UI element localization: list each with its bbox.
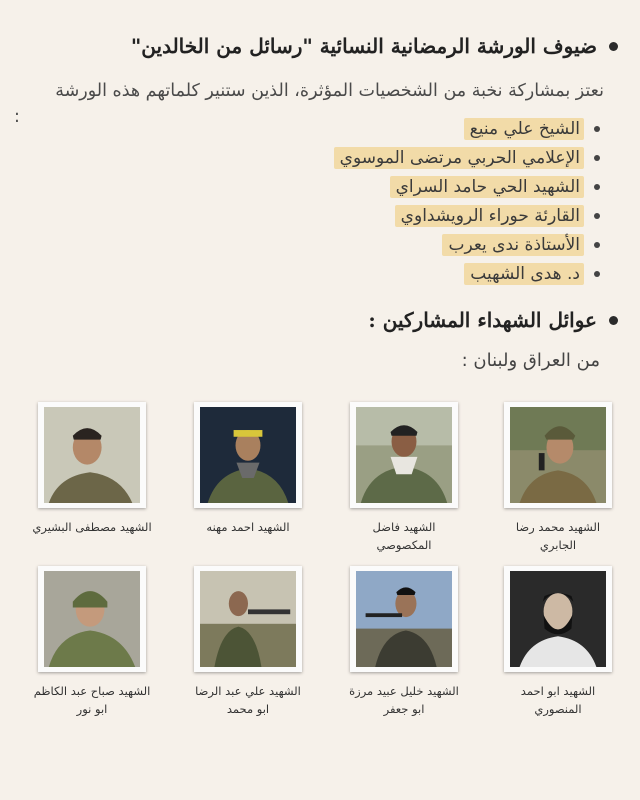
martyr-card [344,402,464,554]
workshop-title-text: ضيوف الورشة الرمضانية النسائية "رسائل من الخالدين" [130,34,597,58]
martyr-photo [504,566,612,672]
bullet-icon [609,42,618,51]
guest-item: د. هدى الشهيب [334,259,600,288]
portrait-image [199,571,297,667]
guest-item: الشيخ علي منيع [334,114,600,143]
bullet-icon [594,271,600,277]
families-title-text: عوائل الشهداء المشاركين : [368,308,597,332]
martyr-caption: الشهيد صباح عبد الكاظم ابو نور [33,684,151,716]
portrait-image [509,407,607,503]
martyr-caption: الشهيد علي عبد الرضا ابو محمد [195,684,301,716]
bullet-icon [594,213,600,219]
martyr-card [344,566,464,718]
portrait-image [43,407,141,503]
bullet-icon [594,126,600,132]
bullet-icon [609,316,618,325]
martyr-card [188,402,308,536]
martyr-photo [194,402,302,508]
martyr-caption: الشهيد فاضل المكصوصي [372,520,436,552]
portrait-image [509,571,607,667]
portrait-image [355,571,453,667]
martyr-photo [38,402,146,508]
martyr-caption: الشهيد خليل عبيد مرزة ابو جعفر [349,684,459,716]
portrait-image [199,407,297,503]
portrait-image [43,571,141,667]
bullet-icon [594,184,600,190]
workshop-title [131,34,618,58]
portrait-image [355,407,453,503]
martyr-photo [38,566,146,672]
guest-item: الشهيد الحي حامد السراي [334,172,600,201]
guest-item: القارئة حوراء الرويشداوي [334,201,600,230]
martyr-caption: الشهيد احمد مهنه [206,520,290,534]
martyr-photo [350,566,458,672]
families-title [368,308,618,332]
intro-text: نعتز بمشاركة نخبة من الشخصيات المؤثرة، الذين ستنير كلماتهم هذه الورشة : [14,81,604,127]
martyr-caption: الشهيد محمد رضا الجابري [515,520,601,552]
martyr-card [32,402,152,536]
martyr-photo [194,566,302,672]
guest-item: الأستاذة ندى يعرب [334,230,600,259]
guest-item: الإعلامي الحربي مرتضى الموسوي [334,143,600,172]
martyr-card [188,566,308,718]
bullet-icon [594,242,600,248]
martyr-card [498,566,618,718]
region-label: من العراق ولبنان : [461,350,600,371]
guest-list [334,114,600,288]
martyr-caption: الشهيد ابو احمد المنصوري [520,684,596,716]
martyr-card [498,402,618,554]
bullet-icon [594,155,600,161]
martyr-photo [504,402,612,508]
martyr-photo [350,402,458,508]
martyr-card [32,566,152,718]
martyr-caption: الشهيد مصطفى البشيري [32,520,152,534]
